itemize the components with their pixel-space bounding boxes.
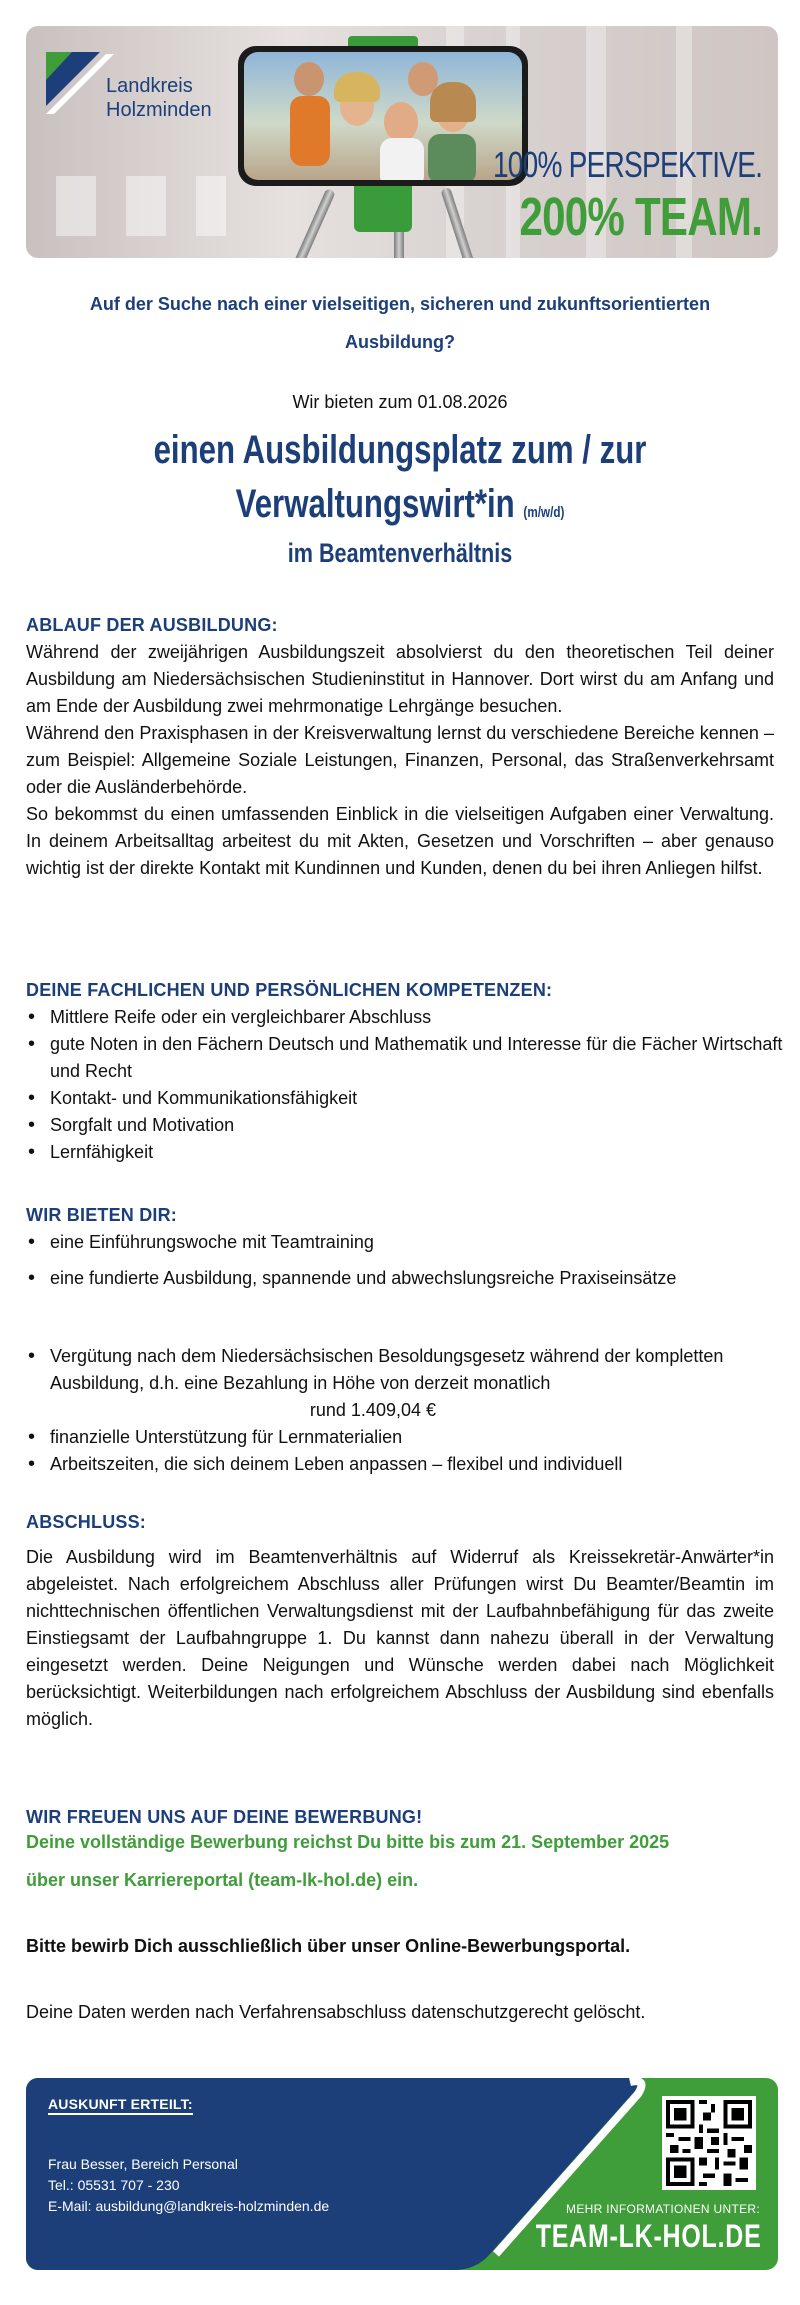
intro-line1: Auf der Suche nach einer vielseitigen, sicheren und zukunftsorientierten — [89, 294, 711, 314]
slogan-line2: 200% TEAM. — [519, 187, 762, 247]
salary-text: Vergütung nach dem Niedersächsischen Besoldungsgesetz während der kompletten Ausbildung, d.h. eine Bezahlung in Höhe von derzeit monatlich — [50, 1346, 724, 1393]
deadline-line2: über unser Karriereportal (team-lk-hol.de) ein. — [26, 1870, 419, 1890]
section-title-abschluss: ABSCHLUSS: — [26, 1512, 147, 1532]
headline-line3: im Beamtenverhältnis — [287, 538, 513, 568]
brand-name-line1: Landkreis — [106, 75, 193, 97]
privacy-note: Deine Daten werden nach Verfahrensabschluss datenschutzgerecht gelöscht. — [26, 2002, 646, 2022]
offer-date: Wir bieten zum 01.08.2026 — [292, 392, 508, 412]
contact-footer — [26, 2078, 778, 2270]
qr-code-icon[interactable] — [662, 2096, 756, 2190]
deadline-line1: Deine vollständige Bewerbung reichst Du bitte bis zum 21. September 2025 — [26, 1832, 670, 1852]
ablauf-paragraph-1: Während der zweijährigen Ausbildungszeit absolvierst du den theoretischen Teil deiner Ausbildung am Niedersächsischen Studieninstitut in Hannover. Dort wirst du am Anfang und am Ende der Ausbildung zwei mehrmonatige Lehrgänge besuchen. — [26, 642, 774, 716]
abschluss-text: Die Ausbildung wird im Beamtenverhältnis auf Widerruf als Kreissekretär-Anwärter*in abgeleistet. Nach erfolgreichem Abschluss aller Prüfungen wirst Du Beamter/Beamtin im nichttechnischen öffentlichen Verwaltungsdienst mit der Laufbahnbefähigung für das zweite Einstiegsamt der Laufbahngruppe 1. Du kannst dann nahezu überall in der Verwaltung eingesetzt werden. Deine Neigungen und Wünsche werden dabei nach Möglichkeit berücksichtigt. Weiterbildungen nach erfolgreichem Abschluss der Ausbildung sind ebenfalls möglich. — [26, 1547, 774, 1729]
headline-line1: einen Ausbildungsplatz zum / zur — [153, 428, 647, 472]
list-item: • Arbeitszeiten, die sich deinem Leben anpassen – flexibel und individuell — [26, 1451, 786, 1478]
more-info-label: MEHR INFORMATIONEN UNTER: — [566, 2202, 760, 2216]
job-title: Verwaltungswirt*in — [235, 482, 515, 526]
list-item: • Kontakt- und Kommunikationsfähigkeit — [26, 1085, 786, 1112]
section-title-ablauf: ABLAUF DER AUSBILDUNG: — [26, 615, 278, 635]
list-item: • gute Noten in den Fächern Deutsch und Mathematik und Interesse für die Fächer Wirtschaft und Recht — [26, 1031, 786, 1085]
list-item: • finanzielle Unterstützung für Lernmaterialien — [26, 1424, 786, 1451]
section-title-kompetenzen: DEINE FACHLICHEN UND PERSÖNLICHEN KOMPETENZEN: — [26, 980, 553, 1000]
intro-line2: Ausbildung? — [345, 332, 455, 352]
website-link[interactable]: TEAM-LK-HOL.DE — [536, 2218, 762, 2254]
kompetenzen-list — [26, 1004, 786, 1166]
ablauf-paragraph-2: Während den Praxisphasen in der Kreisverwaltung lernst du verschiedene Bereiche kennen – zum Beispiel: Allgemeine Soziale Leistungen, Finanzen, Personal, das Straßenverkehrsamt oder die Ausländerbehörde. — [26, 723, 774, 797]
headline-line2 — [88, 482, 712, 527]
header-banner — [26, 26, 778, 258]
ablauf-text — [26, 639, 774, 882]
group-selfie-photo — [244, 52, 522, 180]
brand-name-line2: Holzminden — [106, 99, 212, 121]
contact-details — [48, 2154, 329, 2217]
gender-note: (m/w/d) — [523, 504, 565, 521]
ablauf-paragraph-3: So bekommst du einen umfassenden Einblick in die vielseitigen Aufgaben einer Verwaltung. In deinem Arbeitsalltag arbeitest du mit Akten, Gesetzen und Vorschriften – aber genauso wichtig ist der direkte Kontakt mit Kundinnen und Kunden, denen du bei ihren Anliegen hilfst. — [26, 804, 774, 878]
intro-question — [40, 285, 760, 361]
angebot-list-1 — [26, 1229, 786, 1292]
footer-title: AUSKUNFT ERTEILT: — [48, 2096, 193, 2115]
contact-email: E-Mail: ausbildung@landkreis-holzminden.de — [48, 2198, 330, 2214]
phone-frame — [238, 46, 528, 186]
list-item: • Mittlere Reife oder ein vergleichbarer Abschluss — [26, 1004, 786, 1031]
list-item: • eine Einführungswoche mit Teamtraining — [26, 1229, 786, 1256]
contact-phone: Tel.: 05531 707 - 230 — [48, 2177, 180, 2193]
salary-item — [26, 1343, 786, 1424]
selfie-phone-image — [238, 36, 528, 258]
angebot-list-2 — [26, 1343, 786, 1478]
slogan-line1: 100% PERSPEKTIVE. — [492, 144, 762, 185]
application-deadline — [26, 1823, 786, 1899]
list-item: • eine fundierte Ausbildung, spannende und abwechslungsreiche Praxiseinsätze — [26, 1265, 786, 1292]
contact-name: Frau Besser, Bereich Personal — [48, 2156, 238, 2172]
list-item: • Lernfähigkeit — [26, 1139, 786, 1166]
online-only-note: Bitte bewirb Dich ausschließlich über unser Online-Bewerbungsportal. — [26, 1936, 631, 1956]
section-title-bewerbung: WIR FREUEN UNS AUF DEINE BEWERBUNG! — [26, 1807, 423, 1827]
list-item: • Sorgfalt und Motivation — [26, 1112, 786, 1139]
brand-name — [106, 74, 212, 122]
section-title-angebot: WIR BIETEN DIR: — [26, 1205, 177, 1225]
salary-amount: rund 1.409,04 € — [309, 1400, 436, 1420]
